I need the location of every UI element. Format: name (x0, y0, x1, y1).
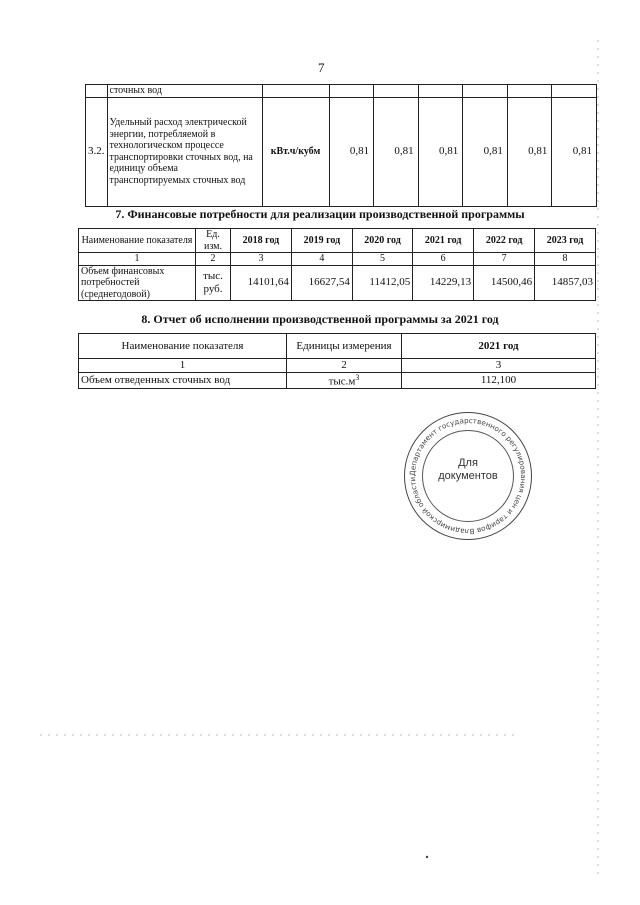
svg-text:Департамент государственного р: Департамент государственного регулирования цен и тарифов Владимирской области (407, 415, 529, 537)
indicator-name: Объем отведенных сточных вод (79, 372, 287, 388)
value-cell: 16627,54 (291, 265, 352, 301)
scan-dot (426, 856, 428, 858)
value-cell: 0,81 (552, 97, 597, 206)
column-number: 6 (413, 253, 474, 266)
header-cell: 2021 год (413, 229, 474, 253)
indicator-unit: кВт.ч/кубм (262, 97, 329, 206)
section-7-title: 7. Финансовые потребности для реализации производственной программы (115, 207, 525, 221)
header-cell: Единицы измерения (287, 334, 402, 359)
value-cell: 14857,03 (535, 265, 596, 301)
column-number: 1 (79, 359, 287, 373)
value-cell: 0,81 (463, 97, 508, 206)
indicator-name: Объем финансовых потребностей (среднегодовой) (79, 265, 196, 301)
indicator-unit: $тыс.м^3$ (287, 372, 402, 388)
value-cell: 0,81 (507, 97, 552, 206)
column-number: 8 (535, 253, 596, 266)
column-number: 5 (352, 253, 412, 266)
value-cell: 14500,46 (474, 265, 535, 301)
indicator-unit: тыс. руб. (196, 265, 231, 301)
header-cell: 2022 год (474, 229, 535, 253)
indicator-name: Удельный расход электрической энергии, потребляемой в технологическом процессе транспортировки сточных вод, на единицу объема транспортируемых сточных вод (107, 97, 262, 206)
row-number: 3.2. (86, 97, 108, 206)
column-number: 4 (291, 253, 352, 266)
header-cell: Ед. изм. (196, 229, 231, 253)
column-number: 1 (79, 253, 196, 266)
column-number: 3 (231, 253, 292, 266)
stamp-center-text: Для документов (438, 457, 498, 483)
page-number: 7 (318, 60, 325, 75)
header-cell: Наименование показателя (79, 334, 287, 359)
header-cell: 2019 год (291, 229, 352, 253)
value-cell: 14101,64 (231, 265, 292, 301)
value-cell: 0,81 (374, 97, 419, 206)
header-cell: Наименование показателя (79, 229, 196, 253)
column-number: 2 (287, 359, 402, 373)
section-8-title: 8. Отчет об исполнении производственной программы за 2021 год (141, 312, 499, 326)
value-cell: 14229,13 (413, 265, 474, 301)
row-text: сточных вод (107, 85, 262, 98)
header-cell: 2020 год (352, 229, 412, 253)
column-number: 2 (196, 253, 231, 266)
header-cell: 2018 год (231, 229, 292, 253)
column-number: 7 (474, 253, 535, 266)
value-cell: 112,100 (402, 372, 596, 388)
header-cell: 2023 год (535, 229, 596, 253)
header-cell: 2021 год (402, 334, 596, 359)
value-cell: 0,81 (329, 97, 374, 206)
column-number: 3 (402, 359, 596, 373)
value-cell: 0,81 (418, 97, 463, 206)
value-cell: 11412,05 (352, 265, 412, 301)
